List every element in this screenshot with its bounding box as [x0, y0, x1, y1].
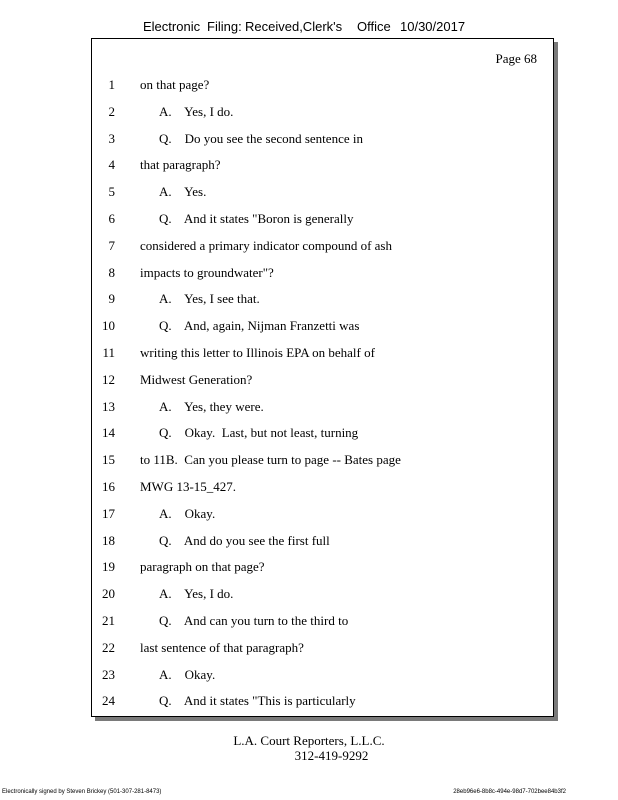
line-text: MWG 13-15_427. — [140, 479, 237, 494]
line-text: writing this letter to Illinois EPA on behalf of — [140, 345, 375, 360]
transcript-line — [92, 104, 553, 120]
transcript-line — [92, 131, 553, 147]
line-number: 11 — [102, 345, 115, 360]
signature-left: Electronically signed by Steven Brickey (501-307-281-8473) — [2, 789, 162, 795]
line-text: impacts to groundwater"? — [140, 264, 274, 280]
line-number: 8 — [108, 264, 115, 280]
line-number: 19 — [102, 559, 115, 575]
line-number: 16 — [102, 479, 115, 494]
line-text: considered a primary indicator compound of ash — [140, 237, 392, 253]
footer-company: L.A. Court Reporters, L.L.C. — [233, 733, 385, 748]
filing-header-date: 10/30/2017 — [400, 19, 466, 34]
transcript-line — [92, 77, 553, 93]
line-text: Q. And do you see the first full — [159, 532, 330, 548]
line-text: A. Yes, I see that. — [159, 291, 260, 307]
transcript-line — [92, 211, 553, 227]
transcript-line — [92, 479, 553, 495]
line-number: 21 — [102, 613, 115, 628]
transcript-line — [92, 559, 553, 575]
line-number: 24 — [102, 693, 115, 709]
line-text: A. Okay. — [159, 505, 216, 521]
transcript-line — [92, 693, 553, 709]
transcript-line — [92, 425, 553, 441]
filing-header-received: Received,Clerk's — [245, 19, 343, 34]
transcript-line — [92, 640, 553, 656]
filing-header-filing: Filing: — [207, 19, 242, 34]
line-text: A. Yes, I do. — [159, 586, 234, 602]
line-number: 1 — [108, 77, 115, 92]
line-number: 6 — [108, 211, 115, 226]
line-text: paragraph on that page? — [140, 559, 265, 575]
line-text: Q. And it states "Boron is generally — [159, 211, 354, 226]
transcript-line — [92, 157, 553, 173]
line-number: 9 — [108, 291, 115, 307]
filing-header-electronic: Electronic — [143, 19, 201, 34]
line-text: Q. And it states "This is particularly — [159, 693, 356, 709]
line-number: 2 — [108, 103, 115, 119]
line-number: 17 — [102, 505, 115, 521]
line-number: 3 — [108, 130, 115, 146]
line-number: 20 — [102, 586, 115, 602]
line-number: 10 — [102, 318, 115, 334]
line-text: A. Yes, I do. — [159, 103, 234, 119]
line-number: 14 — [102, 425, 115, 441]
line-text: Q. Okay. Last, but not least, turning — [159, 425, 359, 441]
transcript-lines — [92, 39, 553, 716]
line-text: A. Yes. — [159, 184, 207, 200]
line-text: that paragraph? — [140, 157, 221, 173]
line-number: 18 — [102, 532, 115, 548]
line-number: 4 — [108, 157, 115, 173]
transcript-line — [92, 586, 553, 602]
line-text: to 11B. Can you please turn to page -- Bates page — [140, 452, 401, 468]
filing-header-office: Office — [357, 19, 391, 34]
line-number: 15 — [102, 452, 115, 468]
line-text: Q. Do you see the second sentence in — [159, 130, 363, 146]
transcript-line — [92, 533, 553, 549]
transcript-line — [92, 291, 553, 307]
signature-id: 28eb96e6-8b8c-494e-98d7-702bee84b3f2 — [453, 789, 566, 795]
transcript-line — [92, 238, 553, 254]
transcript-line — [92, 265, 553, 281]
line-number: 23 — [102, 666, 115, 682]
line-text: Q. And, again, Nijman Franzetti was — [159, 318, 360, 334]
line-text: last sentence of that paragraph? — [140, 639, 304, 655]
line-number: 5 — [108, 184, 115, 200]
transcript-line — [92, 452, 553, 468]
filing-header — [0, 19, 618, 37]
transcript-line — [92, 506, 553, 522]
line-text: Midwest Generation? — [140, 371, 253, 387]
line-number: 13 — [102, 398, 115, 414]
line-number: 12 — [102, 371, 115, 387]
page-number: Page 68 — [495, 51, 537, 66]
transcript-line — [92, 667, 553, 683]
line-text: A. Okay. — [159, 666, 216, 682]
line-text: A. Yes, they were. — [159, 398, 264, 414]
line-text: on that page? — [140, 77, 210, 92]
footer — [0, 733, 618, 763]
transcript-line — [92, 372, 553, 388]
line-number: 22 — [102, 639, 115, 655]
transcript-line — [92, 399, 553, 415]
transcript-line — [92, 318, 553, 334]
line-text: Q. And can you turn to the third to — [159, 613, 349, 628]
transcript-line — [92, 184, 553, 200]
transcript-line — [92, 345, 553, 361]
line-number: 7 — [108, 237, 115, 253]
transcript-page — [91, 38, 554, 717]
footer-phone: 312-419-9292 — [294, 748, 369, 763]
transcript-line — [92, 613, 553, 629]
